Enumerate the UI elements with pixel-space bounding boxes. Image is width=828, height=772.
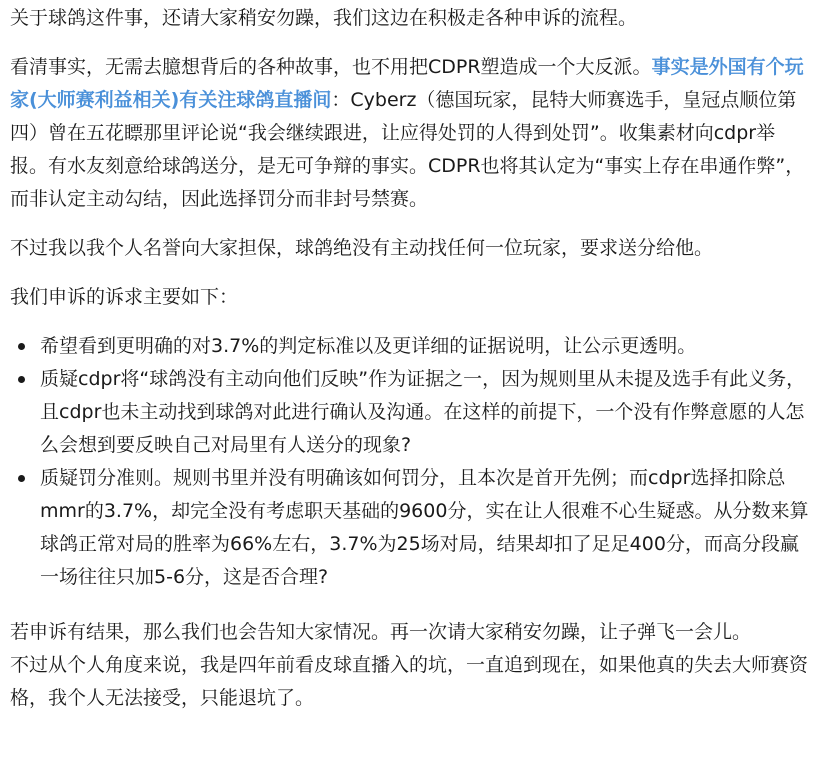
paragraph-guarantee: 不过我以我个人名誉向大家担保，球鸽绝没有主动找任何一位玩家，要求送分给他。 <box>10 237 714 259</box>
paragraph-appeal-intro: 我们申诉的诉求主要如下： <box>10 286 239 308</box>
list-item <box>40 363 810 462</box>
paragraph-intro: 关于球鸽这件事，还请大家稍安勿躁，我们这边在积极走各种申诉的流程。 <box>10 7 638 29</box>
appeal-list <box>10 330 810 594</box>
list-item-text: 质疑cdpr将“球鸽没有主动向他们反映”作为证据之一，因为规则里从未提及选手有此义务，且cdpr也未主动找到球鸽对此进行确认及沟通。在这样的前提下，一个没有作弊意愿的人怎么会想到要反映自己对局里有人送分的现象? <box>40 368 806 456</box>
facts-lead-text: 看清事实，无需去臆想背后的各种故事，也不用把CDPR塑造成一个大反派。 <box>10 56 652 78</box>
paragraph-personal: 不过从个人角度来说，我是四年前看皮球直播入的坑，一直追到现在，如果他真的失去大师赛资格，我个人无法接受，只能退坑了。 <box>10 654 809 709</box>
list-item-text: 希望看到更明确的对3.7%的判定标准以及更详细的证据说明，让公示更透明。 <box>40 335 697 357</box>
bullet-dot-icon <box>18 475 25 482</box>
list-item-text: 质疑罚分准则。规则书里并没有明确该如何罚分，且本次是首开先例；而cdpr选择扣除总mmr的3.7%，却完全没有考虑职天基础的9600分，实在让人很难不心生疑惑。从分数来算球鸽正常对局的胜率为66%左右，3.7%为25场对局，结果却扣了足足400分，而高分段赢一场往往只加5-6分，这是否合理? <box>40 467 809 588</box>
facts-detail-text: ：Cyberz（德国玩家，昆特大师赛选手，皇冠点顺位第四）曾在五花瞟那里评论说“我会继续跟进，让应得处罚的人得到处罚”。收集素材向cdpr举报。有水友刻意给球鸽送分，是无可争辩的事实。CDPR也将其认定为“事实上存在串通作弊”，而非认定主动勾结，因此选择罚分而非封号禁赛。 <box>10 89 805 210</box>
list-item <box>40 330 810 363</box>
bullet-dot-icon <box>18 376 25 383</box>
bullet-dot-icon <box>18 343 25 350</box>
paragraph-followup: 若申诉有结果，那么我们也会告知大家情况。再一次请大家稍安勿躁，让子弹飞一会儿。 <box>10 621 752 643</box>
paragraph-facts <box>10 51 810 216</box>
list-item <box>40 462 810 594</box>
facts-highlight-text: 事实是外国有个玩家(大师赛利益相关)有关注球鸽直播间 <box>10 56 804 111</box>
